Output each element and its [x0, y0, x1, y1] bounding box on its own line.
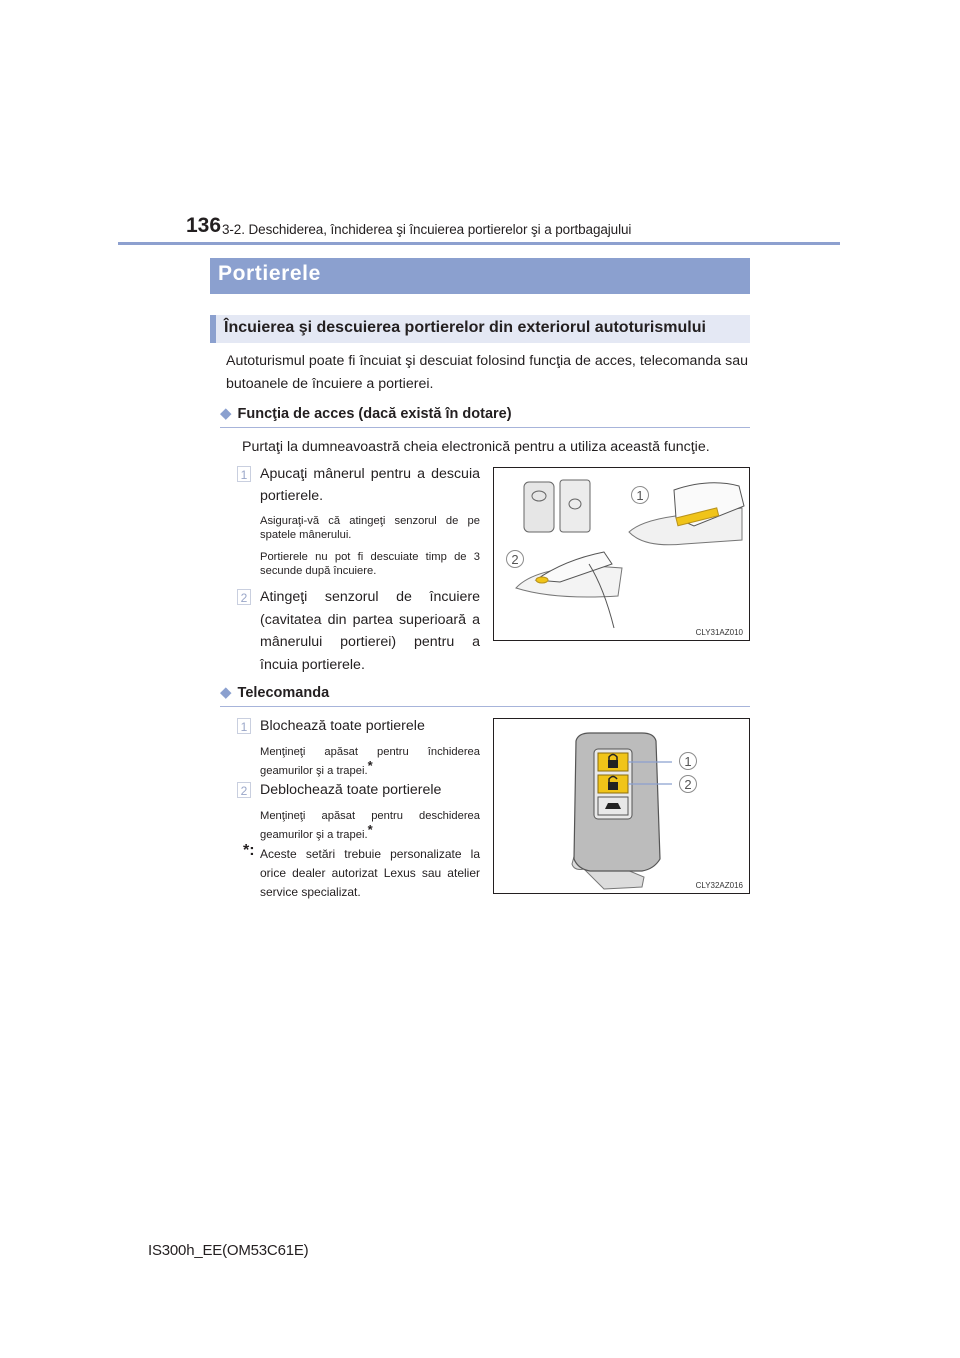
- access-step-2-text: Atingeţi senzorul de încuiere (cavitatea din partea superioară a mânerului portierei) pentru a încuia portierele.: [260, 589, 480, 673]
- section-bar: [210, 258, 750, 294]
- step-number-badge: 2: [237, 782, 251, 798]
- door-handle-figure: [493, 467, 750, 641]
- footnote-marker: *:: [243, 842, 255, 859]
- diamond-bullet-icon: ◆: [220, 684, 232, 701]
- remote-heading-rule: [220, 706, 750, 707]
- step-number-badge: 2: [237, 589, 251, 605]
- remote-step-2-note-text: Menţineţi apăsat pentru deschiderea geamurilor şi a trapei.: [260, 810, 480, 841]
- access-step-1-text: Apucaţi mânerul pentru a descuia portierele.: [260, 466, 480, 504]
- trunk-button-icon: [598, 797, 628, 815]
- footnote-star: *: [367, 758, 373, 773]
- unlock-button-icon: [598, 775, 628, 793]
- smart-key-icon: [524, 480, 590, 532]
- remote-heading-text: Telecomanda: [237, 685, 330, 701]
- footnote-star: *: [367, 822, 373, 837]
- access-heading-text: Funcţia de acces (dacă există în dotare): [237, 406, 512, 422]
- running-title: 3-2. Deschiderea, închiderea şi încuierea portierelor şi a portbagajului: [222, 222, 632, 237]
- figure-code: CLY31AZ010: [695, 628, 743, 637]
- access-step-1-note-2: Portierele nu pot fi descuiate timp de 3 secunde după încuiere.: [260, 551, 480, 577]
- remote-key-illustration: [494, 719, 749, 893]
- access-heading: [220, 404, 512, 422]
- callout-marker: 2: [679, 775, 697, 793]
- subsection-bar: [210, 315, 750, 343]
- remote-heading: [220, 683, 329, 701]
- figure-code: CLY32AZ016: [695, 881, 743, 890]
- lock-button-icon: [598, 753, 628, 771]
- callout-marker: 1: [679, 752, 697, 770]
- remote-step-2-text: Deblochează toate portierele: [260, 782, 442, 798]
- footnote-text: Aceste setări trebuie personalizate la orice dealer autorizat Lexus sau atelier service specializat.: [260, 847, 480, 899]
- section-title: Portierele: [218, 262, 321, 285]
- callout-marker: 2: [506, 550, 524, 568]
- access-lead: Purtaţi la dumneavoastră cheia electronică pentru a utiliza această funcţie.: [242, 439, 710, 455]
- callout-marker: 1: [631, 486, 649, 504]
- remote-step-1-note-text: Menţineţi apăsat pentru închiderea geamurilor şi a trapei.: [260, 746, 480, 777]
- diamond-bullet-icon: ◆: [220, 405, 232, 422]
- access-heading-rule: [220, 427, 750, 428]
- page-number: 136: [186, 214, 222, 237]
- remote-step-1-note: [260, 745, 480, 778]
- door-handle-illustration: [494, 468, 749, 640]
- intro-paragraph: Autoturismul poate fi încuiat şi descuiat folosind funcţia de acces, telecomanda sau butoanele de încuiere a portierei.: [226, 353, 748, 392]
- step-number-badge: 1: [237, 718, 251, 734]
- remote-step-1-text: Blochează toate portierele: [260, 718, 425, 734]
- header-rule: [118, 242, 840, 245]
- finger-touch-handle-icon: [516, 552, 622, 628]
- access-step-1-note-1: Asiguraţi-vă că atingeţi senzorul de pe spatele mânerului.: [260, 515, 480, 541]
- remote-key-figure: [493, 718, 750, 894]
- footer-model-code: IS300h_EE(OM53C61E): [148, 1242, 309, 1259]
- step-number-badge: 1: [237, 466, 251, 482]
- remote-step-2-note: [260, 809, 480, 842]
- subsection-title: Încuierea şi descuierea portierelor din exteriorul autoturismului: [224, 319, 706, 336]
